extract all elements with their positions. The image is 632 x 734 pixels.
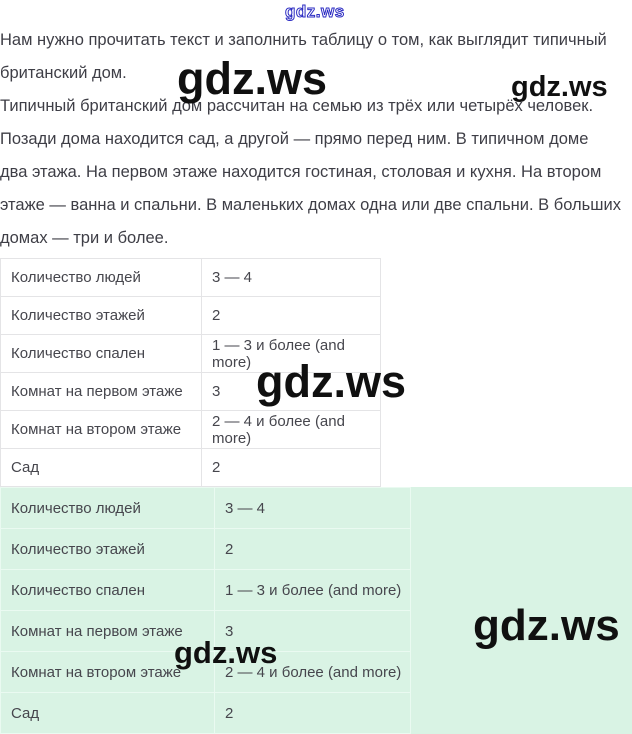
task-line: Позади дома находится сад, а другой — прямо перед ним. В типичном доме [0, 130, 589, 148]
row-label-cell: Комнат на втором этаже [1, 652, 215, 693]
table-row [1, 411, 381, 449]
task-line: Нам нужно прочитать текст и заполнить таблицу о том, как выглядит типичный [0, 31, 607, 49]
watermark: gdz.ws [177, 53, 328, 104]
watermark: gdz.ws [256, 356, 407, 407]
watermark: gdz.ws [511, 71, 608, 103]
row-value-cell: 3 — 4 [215, 488, 411, 529]
table-row [1, 693, 411, 734]
row-label-cell: Количество спален [1, 335, 202, 373]
table-row [1, 488, 411, 529]
row-value-cell: 2 — 4 и более (and more) [202, 411, 381, 449]
row-label-cell: Комнат на первом этаже [1, 373, 202, 411]
task-line: этаже — ванна и спальни. В маленьких домах одна или две спальни. В больших [0, 196, 621, 214]
watermark-outline-top: gdz.ws [285, 2, 345, 21]
table-row [1, 297, 381, 335]
row-label-cell: Комнат на первом этаже [1, 611, 215, 652]
row-label-cell: Сад [1, 449, 202, 487]
row-value-cell: 3 [202, 373, 381, 411]
row-value-cell: 2 [215, 693, 411, 734]
row-label-cell: Сад [1, 693, 215, 734]
row-label-cell: Количество этажей [1, 297, 202, 335]
row-value-cell: 3 [215, 611, 411, 652]
task-line: британский дом. [0, 64, 127, 82]
row-value-cell: 2 — 4 и более (and more) [215, 652, 411, 693]
house-table-highlighted [0, 487, 411, 734]
task-line: домах — три и более. [0, 229, 169, 247]
row-value-cell: 1 — 3 и более (and more) [202, 335, 381, 373]
row-label-cell: Количество людей [1, 259, 202, 297]
row-label-cell: Количество людей [1, 488, 215, 529]
task-line: Типичный британский дом рассчитан на семью из трёх или четырёх человек. [0, 97, 594, 115]
table-row [1, 570, 411, 611]
row-value-cell: 2 [215, 529, 411, 570]
row-value-cell: 1 — 3 и более (and more) [215, 570, 411, 611]
table-row [1, 529, 411, 570]
row-value-cell: 3 — 4 [202, 259, 381, 297]
row-value-cell: 2 [202, 449, 381, 487]
row-label-cell: Количество спален [1, 570, 215, 611]
table-row [1, 449, 381, 487]
row-value-cell: 2 [202, 297, 381, 335]
watermark: gdz.ws [174, 635, 278, 670]
watermark: gdz.ws [473, 601, 620, 650]
task-line: два этажа. На первом этаже находится гостиная, столовая и кухня. На втором [0, 163, 602, 181]
row-label-cell: Количество этажей [1, 529, 215, 570]
table-row [1, 259, 381, 297]
row-label-cell: Комнат на втором этаже [1, 411, 202, 449]
